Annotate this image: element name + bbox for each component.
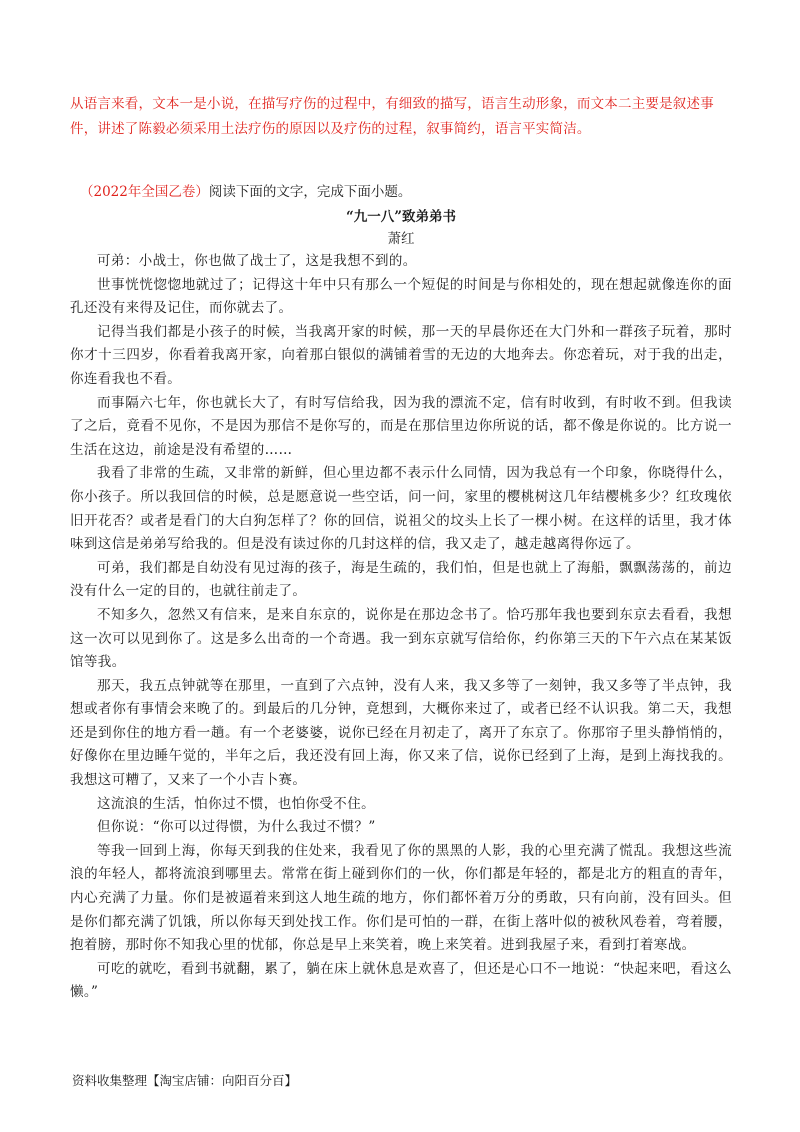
answer-text: 从语言来看，文本一是小说，在描写疗伤的过程中，有细致的描写，语言生动形象，而文本二主要是叙述事件，讲述了陈毅必须采用土法疗伤的原因以及疗伤的过程，叙事简约，语言平实简洁。 xyxy=(70,96,714,137)
footer-note: 资料收集整理【淘宝店铺：向阳百分百】 xyxy=(72,1073,298,1088)
paragraph-7: 不知多久，忽然又有信来，是来自东京的，说你是在那边念书了。恰巧那年我也要到东京去看看，我想这一次可以见到你了。这是多么出奇的一个奇遇。我一到东京就写信给你，约你第三天的下午六点在某某饭馆等我。 xyxy=(70,606,732,671)
paragraph-4: 而事隔六七年，你也就长大了，有时写信给我，因为我的漂流不定，信有时收到，有时收不到。但我读了之后，竟看不见你，不是因为那信不是你写的，而是在那信里边你所说的话，都不像是你说的。比方说一生活在这边，前途是没有希望的…… xyxy=(70,394,732,458)
paragraph-11: 等我一回到上海，你每天到我的住处来，我看见了你的黑黑的人影，我的心里充满了慌乱。我想这些流浪的年轻人，都将流浪到哪里去。常常在街上碰到你们的一伙，你们都是年轻的，都是北方的粗直的青年，内心充满了力量。你们是被逼着来到这人地生疏的地方，你们都怀着万分的勇敢，只有向前，没有回头。但是你们都充满了饥饿，所以你每天到处找工作。你们是可怕的一群，在街上落叶似的被秋风卷着，弯着腰，抱着膀，那时你不知我心里的忧郁，你总是早上来笑着，晚上来笑着。进到我屋子来，看到打着寒战。 xyxy=(70,842,732,954)
paragraph-3: 记得当我们都是小孩子的时候，当我离开家的时候，那一天的早晨你还在大门外和一群孩子玩着，那时你才十三四岁，你看着我离开家，向着那白银似的满铺着雪的无边的大地奔去。你恋着玩，对于我的出走，你连看我也不看。 xyxy=(70,323,732,387)
paragraph-8: 那天，我五点钟就等在那里，一直到了六点钟，没有人来，我又多等了一刻钟，我又多等了半点钟，我想或者你有事情会来晚了的。到最后的几分钟，竟想到，大概你来过了，或者已经不认识我。第二天，我想还是到你住的地方看一趟。有一个老婆婆，说你已经在月初走了，离开了东京了。你那帘子里头静悄悄的，好像你在里边睡午觉的，半年之后，我还没有回上海，你又来了信，说你已经到了上海，是到上海找我的。我想这可糟了，又来了一个小吉卜赛。 xyxy=(70,677,732,789)
paragraph-5: 我看了非常的生疏，又非常的新鲜，但心里边都不表示什么同情，因为我总有一个印象，你晓得什么，你小孩子。所以我回信的时候，总是愿意说一些空话，问一问，家里的樱桃树这几年结樱桃多少？红玫瑰依旧开花否？或者是看门的大白狗怎样了？你的回信，说祖父的坟头上长了一棵小树。在这样的话里，我才体味到这信是弟弟写给我的。但是没有读过你的几封这样的信，我又走了，越走越离得你远了。 xyxy=(70,465,732,553)
paragraph-6: 可弟，我们都是自幼没有见过海的孩子，海是生疏的，我们怕，但是也就上了海船，飘飘荡荡的，前边没有什么一定的目的，也就往前走了。 xyxy=(70,559,732,600)
article-title: “九一八”致弟弟书 xyxy=(345,209,457,225)
paragraph-1: 可弟：小战士，你也做了战士了，这是我想不到的。 xyxy=(97,253,417,269)
paragraph-10: 但你说：“你可以过得惯，为什么我过不惯？” xyxy=(97,819,376,836)
paragraph-12: 可吃的就吃，看到书就翻，累了，躺在床上就休息是欢喜了，但还是心口不一地说：“快起来吧，看这么懒。” xyxy=(70,960,732,1001)
question-header xyxy=(80,180,732,204)
question-instruction: 阅读下面的文字，完成下面小题。 xyxy=(208,184,412,200)
paragraph-9: 这流浪的生活，怕你过不惯，也怕你受不住。 xyxy=(97,795,375,812)
question-source: （2022年全国乙卷） xyxy=(80,184,209,200)
paragraph-2: 世事恍恍惚惚地就过了；记得这十年中只有那么一个短促的时间是与你相处的，现在想起就像连你的面孔还没有来得及记住，而你就去了。 xyxy=(70,276,732,317)
article-author: 萧红 xyxy=(387,231,415,247)
document-page xyxy=(70,92,732,1005)
